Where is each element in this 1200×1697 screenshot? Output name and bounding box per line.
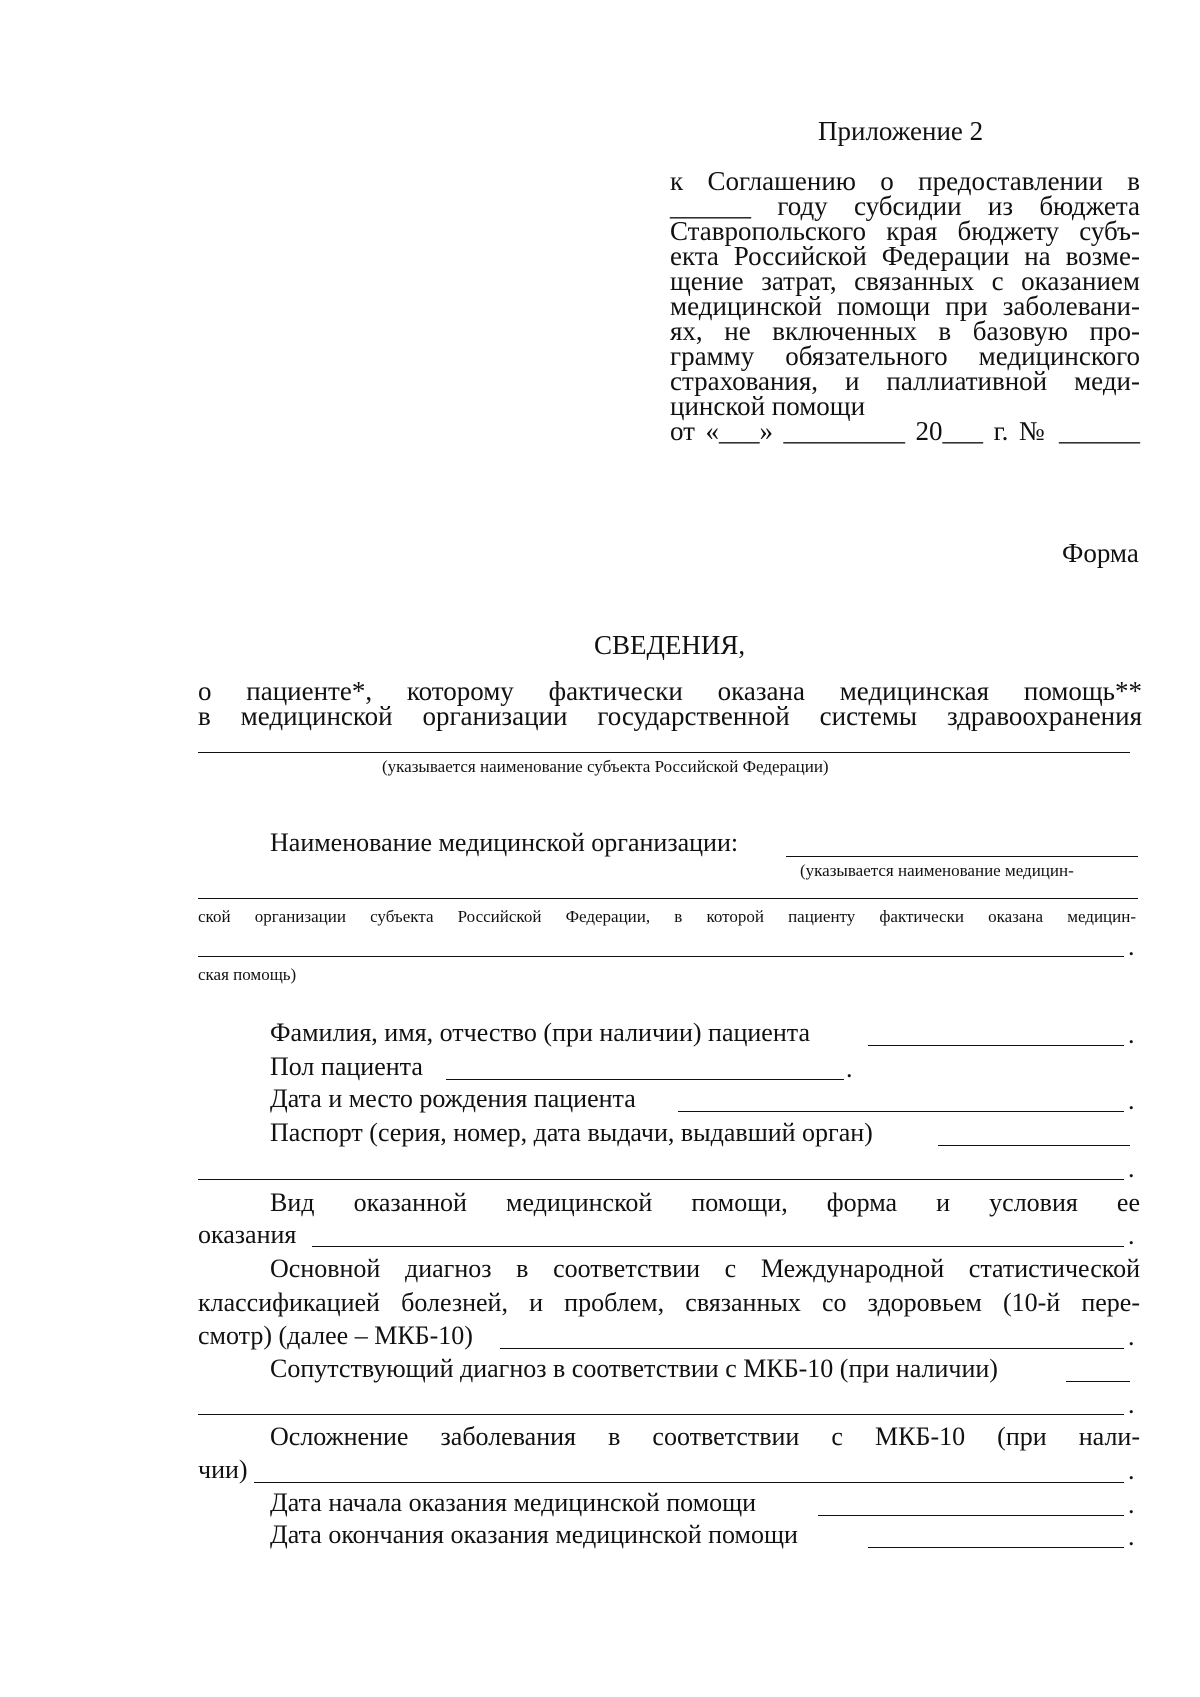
subject-name-line xyxy=(198,752,1130,753)
period: . xyxy=(1128,1456,1135,1485)
appendix-line: к Соглашению о предоставлении в xyxy=(670,166,1140,196)
organization-hint: (указывается наименование медицин- xyxy=(800,861,1074,880)
concomitant-line-2 xyxy=(198,1414,1124,1415)
appendix-title: Приложение 2 xyxy=(818,116,984,146)
appendix-line: щение затрат, связанных с оказанием xyxy=(670,266,1140,296)
care-type-line xyxy=(312,1246,1124,1247)
organization-label: Наименование медицинской организации: xyxy=(270,828,739,857)
appendix-line: ях, не включенных в базовую про- xyxy=(670,316,1140,346)
sex-line xyxy=(446,1079,844,1080)
period: . xyxy=(1128,1086,1135,1115)
care-type-label-cont: оказания xyxy=(198,1220,297,1249)
organization-line-2 xyxy=(198,898,1138,899)
period: . xyxy=(1128,1490,1135,1519)
appendix-line: медицинской помощи при заболевани- xyxy=(670,291,1140,321)
subject-hint: (указывается наименование субъекта Российской Федерации) xyxy=(382,757,829,776)
period: . xyxy=(1128,1322,1135,1351)
period: . xyxy=(1128,1522,1135,1551)
appendix-line: страхования, и паллиативной меди- xyxy=(670,366,1140,396)
concomitant-label: Сопутствующий диагноз в соответствии с МКБ-10 (при наличии) xyxy=(270,1354,998,1383)
care-type-label: Вид оказанной медицинской помощи, форма и условия ее xyxy=(270,1188,1140,1217)
complication-label-cont: чии) xyxy=(198,1455,248,1484)
period: . xyxy=(1128,1154,1135,1183)
appendix-line: ______ году субсидии из бюджета xyxy=(670,191,1140,221)
appendix-line: грамму обязательного медицинского xyxy=(670,341,1140,371)
appendix-line: екта Российской Федерации на возме- xyxy=(670,241,1140,271)
period: . xyxy=(1128,1221,1135,1250)
complication-label: Осложнение заболевания в соответствии с МКБ-10 (при нали- xyxy=(270,1422,1140,1451)
organization-line-3 xyxy=(198,956,1124,957)
document-title: СВЕДЕНИЯ, xyxy=(594,630,746,660)
appendix-line: Ставропольского края бюджету субъ- xyxy=(670,216,1140,246)
appendix-line: цинской помощи xyxy=(670,391,866,421)
complication-line xyxy=(254,1482,1124,1483)
start-date-label: Дата начала оказания медицинской помощи xyxy=(270,1488,757,1517)
sex-label: Пол пациента xyxy=(270,1052,423,1081)
period: . xyxy=(1128,1390,1135,1419)
organization-hint: ская помощь) xyxy=(198,965,297,984)
end-date-line xyxy=(868,1547,1124,1548)
start-date-line xyxy=(818,1515,1124,1516)
diagnosis-label: Основной диагноз в соответствии с Международной статистической xyxy=(270,1254,1140,1283)
concomitant-line xyxy=(1066,1381,1130,1382)
form-label: Форма xyxy=(1062,538,1139,568)
period: . xyxy=(1128,1020,1135,1049)
end-date-label: Дата окончания оказания медицинской помощи xyxy=(270,1520,798,1549)
period: . xyxy=(1128,932,1135,961)
passport-line xyxy=(938,1145,1130,1146)
diagnosis-label-cont: смотр) (далее – МКБ-10) xyxy=(198,1321,473,1350)
heading-line: о пациенте*, которому фактически оказана медицинская помощь** xyxy=(198,676,1142,706)
diagnosis-line xyxy=(500,1348,1124,1349)
agreement-date-line: от «___» _________ 20___ г. № ______ xyxy=(670,416,1140,446)
birth-label: Дата и место рождения пациента xyxy=(270,1084,636,1113)
heading-line: в медицинской организации государственной системы здравоохранения xyxy=(198,701,1142,731)
period: . xyxy=(846,1054,853,1083)
organization-field-line xyxy=(786,856,1138,857)
passport-label: Паспорт (серия, номер, дата выдачи, выдавший орган) xyxy=(270,1118,873,1147)
full-name-line xyxy=(868,1045,1124,1046)
birth-line xyxy=(678,1111,1124,1112)
full-name-label: Фамилия, имя, отчество (при наличии) пациента xyxy=(270,1018,810,1047)
passport-line-2 xyxy=(198,1179,1124,1180)
diagnosis-label-cont: классификацией болезней, и проблем, связанных со здоровьем (10-й пере- xyxy=(198,1288,1140,1317)
organization-hint: ской организации субъекта Российской Федерации, в которой пациенту фактически оказана медицин- xyxy=(198,907,1136,926)
